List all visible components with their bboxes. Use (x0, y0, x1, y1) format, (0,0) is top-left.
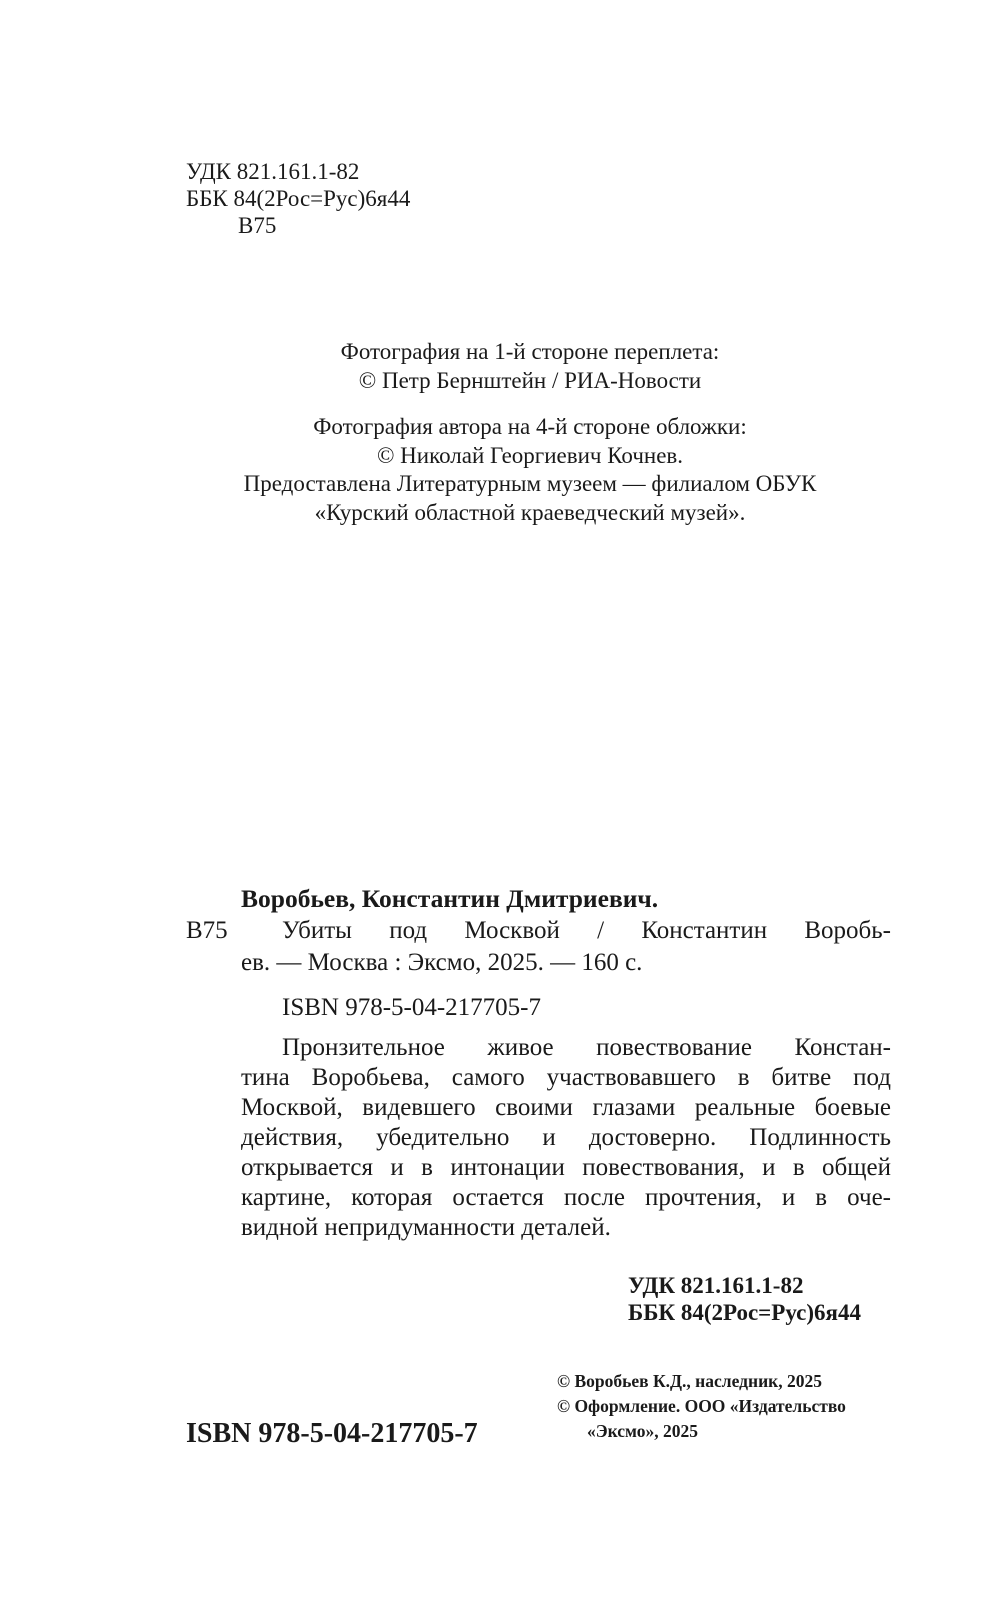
bottom-bbk: ББК 84(2Рос=Рус)6я44 (628, 1300, 861, 1325)
annotation-line: картине, которая остается после прочтения, и в оче- (241, 1184, 891, 1211)
isbn-large: ISBN 978-5-04-217705-7 (186, 1418, 478, 1449)
annotation-line: Пронзительное живое повествование Констан- (282, 1034, 891, 1061)
annotation-line: действия, убедительно и достоверно. Подлинность (241, 1124, 891, 1151)
credit-line: Предоставлена Литературным музеем — филиалом ОБУК (243, 471, 817, 496)
top-classification-codes (186, 158, 410, 239)
credit-line: Фотография автора на 4-й стороне обложки: (313, 414, 747, 439)
record-title-line: ев. — Москва : Эксмо, 2025. — 160 с. (241, 949, 643, 976)
copyright-line: © Воробьев К.Д., наследник, 2025 (557, 1371, 822, 1391)
annotation-line: видной непридуманности деталей. (241, 1214, 611, 1241)
top-bbk: ББК 84(2Рос=Рус)6я44 (186, 186, 411, 211)
author-photo-credits (180, 413, 880, 527)
credit-line: © Петр Бернштейн / РИА-Новости (358, 367, 702, 393)
bottom-udk: УДК 821.161.1-82 (628, 1273, 804, 1298)
credit-line: «Курский областной краеведческий музей». (314, 499, 746, 525)
top-author-mark: В75 (238, 213, 277, 238)
annotation (241, 1033, 891, 1243)
annotation-line: открывается и в интонации повествования, и в общей (241, 1154, 891, 1181)
annotation-line: Москвой, видевшего своими глазами реальные боевые (241, 1094, 891, 1121)
record-title-line: Убиты под Москвой / Константин Воробь- (282, 917, 891, 944)
copyright-line: © Оформление. ООО «Издательство (557, 1396, 846, 1416)
record-author: Воробьев, Константин Дмитриевич. (241, 884, 659, 913)
cover-photo-credits (180, 338, 880, 395)
copyright-line: «Эксмо», 2025 (587, 1421, 698, 1441)
credit-line: © Николай Георгиевич Кочнев. (376, 442, 684, 468)
bottom-classification-codes (628, 1272, 861, 1326)
copyright-block (557, 1369, 846, 1444)
top-udk: УДК 821.161.1-82 (186, 159, 360, 184)
credit-line: Фотография на 1-й стороне переплета: (340, 339, 720, 364)
annotation-line: тина Воробьева, самого участвовавшего в битве под (241, 1064, 891, 1091)
record-isbn: ISBN 978-5-04-217705-7 (282, 994, 542, 1021)
record-author-mark: В75 (186, 917, 228, 944)
